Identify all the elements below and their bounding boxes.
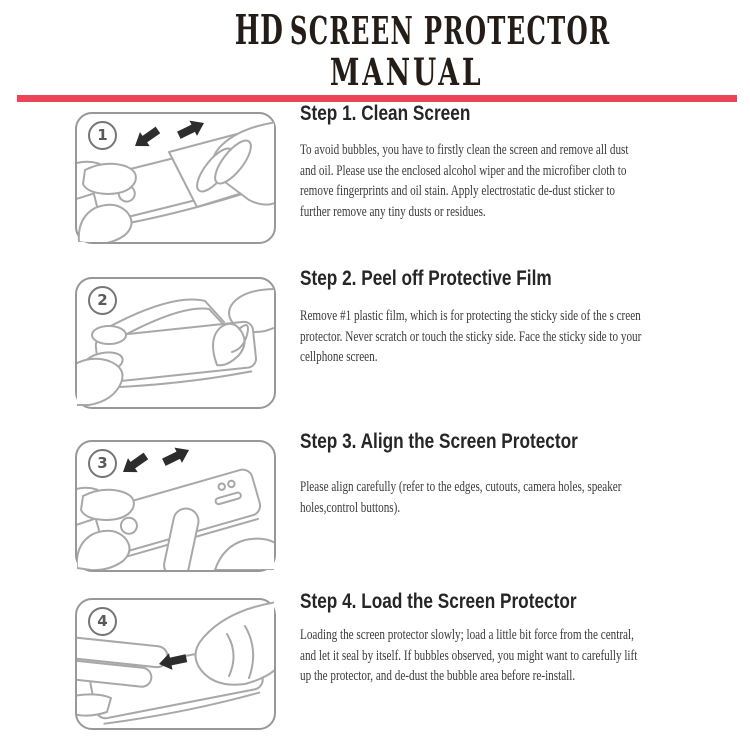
page-title (0, 8, 750, 92)
film-edge-sketch (105, 300, 224, 329)
title-hd: HD (235, 6, 284, 54)
title-rest: SCREEN PROTECTOR (290, 8, 611, 53)
camera-hole-sketch (218, 483, 226, 491)
thumb-sketch (81, 490, 134, 520)
step-2-number-badge: 2 (88, 286, 117, 315)
step-3-number-badge: 3 (88, 449, 117, 478)
wipe-right-arrow-icon (175, 115, 208, 143)
step-4-body: Loading the screen protector slowly; load a little bit force from the central, and let it seal by itself. If bubbles observed, you might want to carefully lift up the protector, and de-dust the bubble area before re-install. (300, 627, 638, 684)
step-1-heading: Step 1. Clean Screen (300, 102, 471, 125)
hand-wrist-sketch (77, 359, 123, 405)
finger-sketch (77, 531, 130, 570)
wipe-left-arrow-icon (130, 123, 163, 153)
title-line-1 (48, 8, 750, 52)
step-4-heading: Step 4. Load the Screen Protector (300, 590, 577, 613)
title-divider-bar (17, 95, 737, 102)
step-4-illustration-box (75, 598, 276, 730)
camera-hole-sketch (227, 480, 235, 488)
thumb-sketch (92, 326, 126, 344)
hand-wrist-sketch (77, 694, 111, 715)
step-3-body: Please align carefully (refer to the edges, cutouts, camera holes, speaker holes,control buttons). (300, 479, 622, 516)
step-2-illustration-box (75, 277, 276, 409)
align-right-arrow-icon (160, 442, 193, 470)
step-1-number-badge: 1 (88, 121, 117, 150)
title-line-2: MANUAL (330, 50, 484, 94)
step-1-body: To avoid bubbles, you have to firstly clean the screen and remove all dust and oil. Please use the enclosed alcohol wiper and the microfiber cloth to remove fingerprints and oil stain. Apply electrostatic de-dust sticker to further remove any tiny dusts or residues. (300, 142, 629, 220)
hand-palm-sketch (215, 539, 274, 570)
align-left-arrow-icon (118, 449, 151, 479)
step-3-heading: Step 3. Align the Screen Protector (300, 430, 578, 453)
thumb-sketch (83, 164, 136, 194)
step-2-heading: Step 2. Peel off Protective Film (300, 267, 552, 290)
step-2-body: Remove #1 plastic film, which is for protecting the sticky side of the s creen protector. Never scratch or touch the sticky side. Face the sticky side to your cellphone screen. (300, 308, 642, 365)
step-1-illustration-box (75, 112, 276, 244)
step-3-illustration-box (75, 440, 276, 572)
finger-sketch (79, 205, 132, 242)
hand-palm-sketch (195, 602, 274, 685)
step-4-number-badge: 4 (88, 607, 117, 636)
